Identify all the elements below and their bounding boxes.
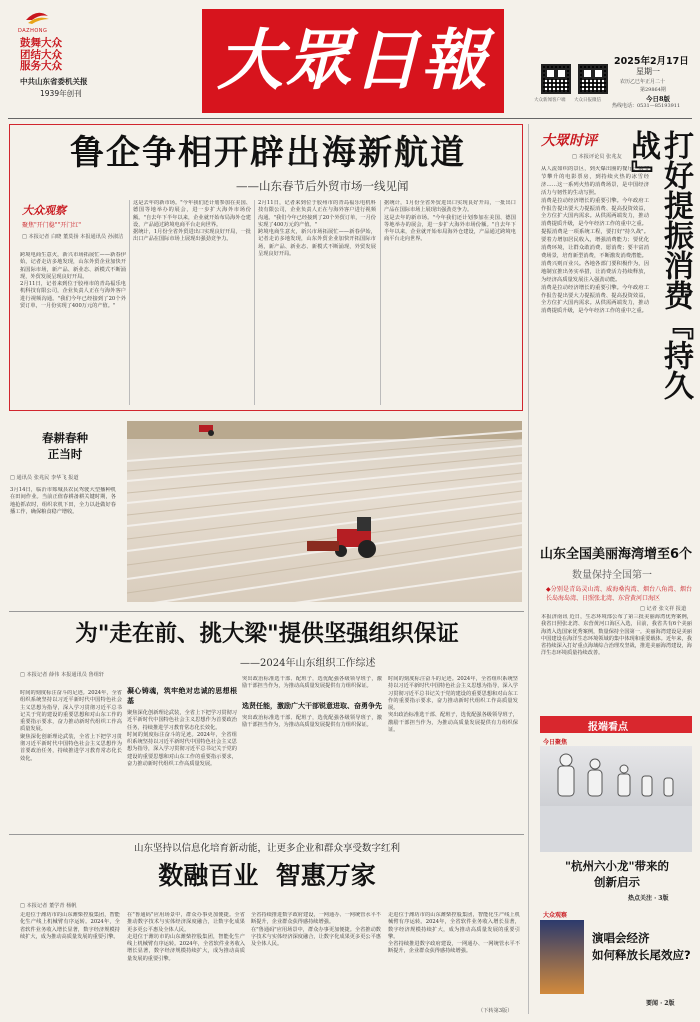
second-para-5: 突出政治标准选干部、配班子，选优配强各级领导班子，激励干部担当作为，为推动高质量发展提供有力组织保证。 [242, 676, 382, 690]
photo-caption [10, 430, 120, 516]
lead-col-1 [20, 252, 126, 400]
farm-photo [127, 421, 522, 602]
masthead-divider [8, 118, 692, 119]
lead-para-6: 跨境电商生意火，新兴市场拓展忙——新春伊始，记者走访多地发现，山东外贸企业加快开拓国际市场，新产品、新业态、新模式不断涌现，外贸发展呈现良好开局。 [258, 229, 376, 258]
lunar-date: 农历乙巳年正月二十 [620, 79, 666, 85]
lead-para-7: 据统计，1月份全省外贸进出口实现良好开局，一批出口产品在国际市场上展现出强劲竞争力。 [384, 200, 516, 214]
party-paper-label: 中共山东省委机关报 [20, 77, 88, 86]
lead-para-2: 2月11日，记者来到位于胶州市的青岛福乐电机科技有限公司，企业负责人正在与海外客户进行视频沟通。"我们今年已经接到了20个外贸订单，一月份实现了400万元的产值。" [20, 281, 126, 310]
second-para-6: 突出政治标准选干部、配班子，选优配强各级领导班子，激励干部担当作为，为推动高质量发展提供有力组织保证。 [242, 714, 382, 728]
brief-title: 山东全国美丽海湾增至6个 [540, 547, 693, 562]
founded-label: 1939年创刊 [40, 89, 82, 98]
teaser-item1-label: 今日聚焦 [543, 739, 568, 746]
commentary-para-1: 从人流如织的景区，到火爆出圈的餐厅；从节节攀升的电影票房，到持续火热的冰雪经济……这一系列火热的消费场景，是中国经济活力与韧性的生动写照。 [541, 166, 649, 196]
brief-subtitle: 数量保持全国第一 [572, 570, 652, 581]
tag-caption: 聚焦"开门稳""开门红" [22, 222, 82, 229]
teaser-item2-label: 大众观察 [543, 912, 568, 919]
lead-col-2 [133, 200, 251, 405]
slogan-2: 团结大众 [20, 48, 62, 61]
lead-para-8: 这是去年的新市场。"今年我们还计划参加在美国、德国等地举办的展会，进一步扩大海外市场份额。"自去年下半年以来，企业就开始布局海外仓建设，产品通过跨境电商平台走向世界。 [384, 214, 516, 243]
second-col-1 [20, 690, 122, 828]
third-col-2 [127, 912, 245, 1014]
second-byline: □ 本报记者 薛伟 本报通讯员 鲁组轩 [20, 672, 105, 678]
brief-bullet: ◆分别是青岛灵山湾、威海桑沟湾、烟台八角湾、烟台长岛海岛湾、日照张北湾、东营黄河口海区 [546, 586, 692, 602]
commentary-body [541, 166, 649, 466]
slogan-3: 服务大众 [20, 60, 62, 72]
commentary-para-3: 提振消费是一项系统工程，要打好"持久战"。要着力增加居民收入，增强消费能力；要优化消费环境，让群众敢消费、愿消费；要丰富消费场景，培育新型消费，不断激发消费潜能。 [541, 229, 649, 259]
third-para-2: 在"鲁通码"应用场景中，群众办事更加便捷。全省推动数字技术与实体经济深度融合，让数字化成果更多更公平惠及全体人民。 [127, 912, 245, 933]
commentary-title: 打好提振消费『持久战』 [625, 130, 693, 400]
second-para-1: 时间的刻度标注奋斗的足迹。2024年，全省组织系统坚持以习近平新时代中国特色社会主义思想为指导，深入学习贯彻习近平总书记关于党的建设的重要思想和对山东工作的重要指示要求，奋力推动新时代组织工作高质量发展。 [20, 690, 122, 733]
third-para-3: 走进位于潍坊市的山东潍柴控股集团，智能化生产线上机械臂有序运转。2024年，全省软件业务收入增长显著，数字经济规模持续扩大，成为推动高质量发展的重要引擎。 [127, 933, 245, 962]
second-para-3: 聚焦深化创新理论武装，全省上下把学习贯彻习近平新时代中国特色社会主义思想作为首要政治任务，持续推进学习教育常态化长效化。 [127, 710, 237, 731]
right-column-rule [528, 124, 529, 1014]
third-byline: □ 本报记者 董学青 杨帆 [20, 903, 77, 909]
commentary-author: □ 本报评论员 张兆友 [572, 154, 622, 160]
brief-body: 本报济南讯 近日，生态环境部公布了第三批美丽海湾优秀案例，我省日照张北湾、东营黄河口海区入选，目前，我省共有6个美丽海湾入选国家优秀案例，数量保持全国第一。美丽海湾建设是美丽中国建设在海洋生态环境领域的集中体现和重要载体。近年来，我省持续深入打好重点海域综合治理攻坚战，推进美丽海湾建设，海洋生态环境质量持续改善。 [541, 614, 692, 657]
commentary-para-2: 消费是拉动经济增长的重要引擎。今年政府工作报告提出要大力提振消费、提高投资效益，全方位扩大国内需求。从供需两端发力，推动消费提质升级，是今年经济工作的重中之重。 [541, 197, 649, 228]
masthead-logo: 大眾日報 [217, 21, 489, 99]
lead-col-3 [258, 200, 376, 405]
lead-para-4: 据统计，1月份全省外贸进出口实现良好开局，一批出口产品在国际市场上展现出强劲竞争力。 [133, 229, 251, 243]
second-section-1: 凝心铸魂，筑牢绝对忠诚的思想根基 [127, 686, 237, 705]
col-rule [129, 200, 130, 405]
teaser-item2-page[interactable]: 要闻 · 2版 [646, 1000, 675, 1007]
lead-subhead: ——山东春节后外贸市场一线见闻 [236, 179, 409, 193]
second-subhead: ——2024年山东组织工作综述 [240, 658, 376, 669]
second-col-4 [388, 676, 518, 828]
third-para-1: 走进位于潍坊市的山东潍柴控股集团，智能化生产线上机械臂有序运转。2024年，全省软件业务收入增长显著，数字经济规模持续扩大，成为推动高质量发展的重要引擎。 [20, 912, 120, 940]
third-para-5: 在"鲁通码"应用场景中，群众办事更加便捷。全省推动数字技术与实体经济深度融合，让数字化成果更多更公平惠及全体人民。 [251, 926, 381, 948]
col-rule [254, 200, 255, 405]
lead-para-5: 2月11日，记者来到位于胶州市的青岛福乐电机科技有限公司，企业负责人正在与海外客户进行视频沟通。"我们今年已经接到了20个外贸订单，一月份实现了400万元的产值。" [258, 200, 376, 228]
teaser-item1-page[interactable]: 热点关注 · 3版 [628, 895, 669, 902]
teaser-section-title: 报端看点 [588, 722, 628, 733]
second-col-3 [242, 676, 382, 828]
commentary-brand: 大眾时评 [541, 133, 597, 149]
qr-app-label: 大众新闻客户端 [534, 98, 566, 103]
concert-photo [540, 920, 584, 994]
issue-weekday: 星期一 [636, 67, 660, 76]
section-divider [9, 834, 524, 835]
third-continued[interactable]: （下转第3版） [478, 1008, 513, 1014]
issue-date: 2025年2月17日 [614, 56, 689, 67]
second-section-2: 选贤任能，激励广大干部锐意进取、奋勇争先 [242, 700, 382, 710]
third-para-7: 全省持续推进数字政府建设，一网通办、一网统管水平不断提升，企业群众获得感持续增强。 [388, 941, 520, 955]
emblem-label: DAZHONG [18, 28, 48, 34]
commentary-para-4: 消费兴则百业兴。各地各部门要积极作为，因地制宜推出务实举措，让消费活力持续释放，为经济高质量发展注入强劲动能。 [541, 260, 649, 283]
third-para-6: 走进位于潍坊市的山东潍柴控股集团，智能化生产线上机械臂有序运转。2024年，全省软件业务收入增长显著，数字经济规模持续扩大，成为推动高质量发展的重要引擎。 [388, 912, 520, 940]
slogans [20, 38, 62, 73]
second-para-7: 时间的刻度标注奋斗的足迹。2024年，全省组织系统坚持以习近平新时代中国特色社会主义思想为指导，深入学习贯彻习近平总书记关于党的建设的重要思想和对山东工作的重要指示要求，奋力推动新时代组织工作高质量发展。 [388, 676, 518, 712]
issue-number: 第29864期 [640, 87, 666, 93]
robot-photo [540, 746, 692, 852]
slogan-1: 鼓舞大众 [20, 37, 62, 49]
emblem-icon [22, 6, 52, 28]
lead-para-3: 这是去年的新市场。"今年我们还计划参加在美国、德国等地举办的展会，进一步扩大海外市场份额。"自去年下半年以来，企业就开始布局海外仓建设，产品通过跨境电商平台走向世界。 [133, 200, 251, 228]
third-headline: 数融百业 智惠万家 [158, 861, 376, 890]
second-para-8: 突出政治标准选干部、配班子，选优配强各级领导班子，激励干部担当作为，为推动高质量发展提供有力组织保证。 [388, 712, 518, 734]
photo-caption-text: 3月14日，临沂市郯城县农民驾驶大型播种机在田间作业。当前正值春耕备耕关键时期，各地抢抓农时，组织农机下田，全力以赴做好春播工作，确保粮食稳产增收。 [10, 487, 116, 515]
lead-headline: 鲁企争相开辟出海新航道 [70, 133, 466, 173]
photo-caption-title: 春耕春种 正当时 [42, 431, 88, 461]
page-count: 今日8版 [646, 95, 671, 103]
third-col-4 [388, 912, 520, 1006]
teaser-item2-title[interactable]: 演唱会经济 如何释放长尾效应? [592, 931, 691, 962]
third-col-1 [20, 912, 120, 1014]
third-kicker: 山东坚持以信息化培育新动能，让更多企业和群众享受数字红利 [133, 843, 400, 854]
col-rule [380, 200, 381, 405]
hotline: 热线电话：0531—85193911 [612, 103, 681, 109]
teaser-item1-title[interactable]: "杭州六小龙"带来的 创新启示 [565, 859, 669, 889]
section-divider [9, 611, 524, 612]
second-para-4: 时间的刻度标注奋斗的足迹。2024年，全省组织系统坚持以习近平新时代中国特色社会主义思想为指导，深入学习贯彻习近平总书记关于党的建设的重要思想和对山东工作的重要指示要求，奋力推动新时代组织工作高质量发展。 [127, 731, 237, 768]
third-para-4: 全省持续推进数字政府建设，一网通办、一网统管水平不断提升，企业群众获得感持续增强。 [251, 912, 381, 926]
photo-caption-credit: □ 通讯员 张兆民 李华飞 报道 [10, 475, 79, 481]
brief-author: □ 记者 张文祥 报道 [640, 606, 687, 612]
lead-col-4 [384, 200, 516, 405]
second-para-2: 聚焦深化创新理论武装，全省上下把学习贯彻习近平新时代中国特色社会主义思想作为首要政治任务，持续推进学习教育常态化长效化。 [20, 733, 122, 762]
second-headline: 为"走在前、挑大梁"提供坚强组织保证 [75, 621, 459, 647]
tag-brand: 大众观察 [22, 204, 66, 217]
lead-byline: □ 本报记者 白晓 董莫扬 本报通讯员 孙淑洁 [22, 234, 124, 240]
lead-para-1: 跨境电商生意火，新兴市场拓展忙——新春伊始，记者走访多地发现，山东外贸企业加快开拓国际市场，新产品、新业态、新模式不断涌现，外贸发展呈现良好开局。 [20, 252, 126, 280]
commentary-para-5: 消费是拉动经济增长的重要引擎。今年政府工作报告提出要大力提振消费、提高投资效益，全方位扩大国内需求。从供需两端发力，推动消费提质升级，是今年经济工作的重中之重。 [541, 284, 649, 315]
qr-code-app [541, 64, 571, 94]
lead-tag [22, 202, 100, 228]
qr-wechat-label: 大众日报微信 [574, 98, 601, 103]
second-col-2 [127, 676, 237, 828]
qr-code-wechat [578, 64, 608, 94]
third-col-3 [251, 912, 381, 1014]
